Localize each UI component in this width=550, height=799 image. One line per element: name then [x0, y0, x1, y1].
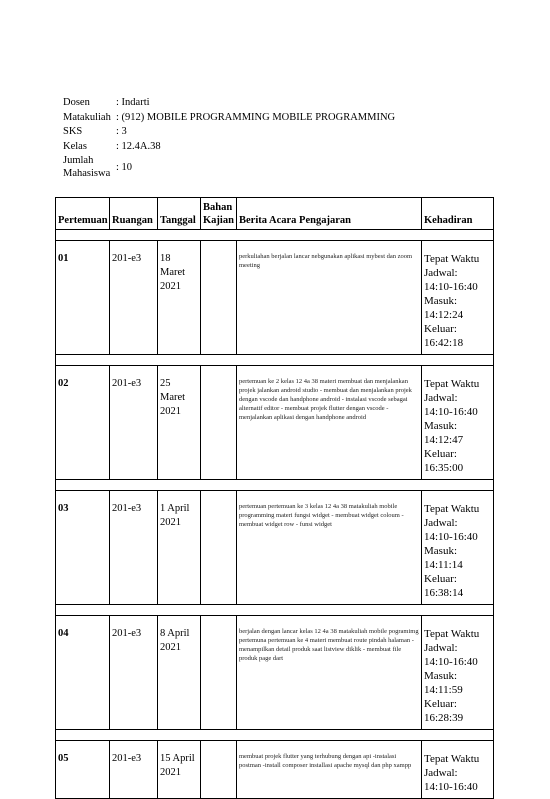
- masuk-label: Masuk:: [424, 545, 457, 557]
- cell-tanggal: 1 April 2021: [158, 491, 201, 605]
- cell-ruangan: 201-e3: [110, 366, 158, 480]
- cell-bahan-kajian: [201, 616, 237, 730]
- column-header: Bahan Kajian: [201, 198, 237, 230]
- jadwal-value: 14:10-16:40: [424, 406, 478, 418]
- cell-ruangan: 201-e3: [110, 616, 158, 730]
- status-text: Tepat Waktu: [424, 503, 480, 515]
- info-label: Kelas: [63, 140, 87, 152]
- keluar-label: Keluar:: [424, 323, 457, 335]
- column-header: Ruangan: [110, 198, 158, 230]
- column-header: Berita Acara Pengajaran: [237, 198, 422, 230]
- column-header: Kehadiran: [422, 198, 494, 230]
- cell-bahan-kajian: [201, 241, 237, 355]
- info-row-sks: [63, 125, 395, 140]
- info-value: : 3: [116, 126, 127, 137]
- jadwal-value: 14:10-16:40: [424, 656, 478, 668]
- attendance-table: [55, 197, 494, 799]
- status-text: Tepat Waktu: [424, 378, 480, 390]
- row-separator: [56, 355, 494, 366]
- info-label: Jumlah Mahasiswa: [63, 155, 111, 179]
- cell-ruangan: 201-e3: [110, 741, 158, 799]
- jadwal-value: 14:10-16:40: [424, 781, 478, 793]
- row-separator: [56, 605, 494, 616]
- cell-ruangan: 201-e3: [110, 241, 158, 355]
- cell-pertemuan: 02: [56, 366, 110, 480]
- table-row: [56, 366, 494, 480]
- info-value: : Indarti: [116, 97, 150, 108]
- column-header: Tanggal: [158, 198, 201, 230]
- cell-bahan-kajian: [201, 491, 237, 605]
- cell-pertemuan: 04: [56, 616, 110, 730]
- info-row-kelas: [63, 140, 395, 155]
- row-separator: [56, 230, 494, 241]
- masuk-value: 14:12:47: [424, 434, 464, 446]
- keluar-label: Keluar:: [424, 573, 457, 585]
- cell-berita-acara: pertemuan ke 2 kelas 12 4a 38 materi membuat dan menjalankan projek jalankan android studio - membuat dan menjalankan projek dengan vscode dan handphone android - instalasi vscode sebagai alternatif editor - membuat projek flutter dengan vscode - menjalankan aplikasi dengan handphone android: [237, 366, 422, 480]
- cell-berita-acara: pertemuan pertemuan ke 3 kelas 12 4a 38 matakuliah mobile programming materi fungsi widget - membuat widget coloum - membuat widget row - funsi widget: [237, 491, 422, 605]
- cell-pertemuan: 03: [56, 491, 110, 605]
- keluar-value: 16:35:00: [424, 462, 464, 474]
- info-label: Dosen: [63, 97, 90, 108]
- jadwal-label: Jadwal:: [424, 642, 458, 654]
- cell-tanggal: 25 Maret 2021: [158, 366, 201, 480]
- masuk-label: Masuk:: [424, 295, 457, 307]
- info-label: Matakuliah: [63, 111, 111, 123]
- cell-kehadiran: [422, 366, 494, 480]
- masuk-label: Masuk:: [424, 670, 457, 682]
- course-info: [63, 96, 395, 180]
- status-text: Tepat Waktu: [424, 753, 480, 765]
- masuk-value: 14:12:24: [424, 309, 464, 321]
- keluar-label: Keluar:: [424, 698, 457, 710]
- status-text: Tepat Waktu: [424, 253, 480, 265]
- cell-bahan-kajian: [201, 741, 237, 799]
- cell-pertemuan: 01: [56, 241, 110, 355]
- masuk-value: 14:11:14: [424, 559, 463, 571]
- column-header: Pertemuan: [56, 198, 110, 230]
- info-value: : (912) MOBILE PROGRAMMING MOBILE PROGRAMMING: [116, 111, 396, 123]
- cell-berita-acara: berjalan dengan lancar kelas 12 4a 38 matakuliah mobile pogramimg pertemuna pertemuan ke 4 materi membuat route pindah halaman - menampilkan detail produk saat listview diklik - membuat file produk page dart: [237, 616, 422, 730]
- table-row: [56, 241, 494, 355]
- cell-kehadiran: [422, 616, 494, 730]
- cell-tanggal: 15 April 2021: [158, 741, 201, 799]
- info-value: : 12.4A.38: [116, 140, 161, 152]
- cell-berita-acara: membuat projek flutter yang terhubung dengan api -instalasi postman -install composer installasi apache mysql dan php xampp: [237, 741, 422, 799]
- masuk-label: Masuk:: [424, 420, 457, 432]
- jadwal-label: Jadwal:: [424, 767, 458, 779]
- table-row: [56, 616, 494, 730]
- info-row-jumlah-mahasiswa: [63, 154, 395, 180]
- cell-berita-acara: perkuliahan berjalan lancar nebgunakan aplikasi mybest dan zoom meeting: [237, 241, 422, 355]
- row-separator: [56, 730, 494, 741]
- jadwal-label: Jadwal:: [424, 267, 458, 279]
- info-row-dosen: [63, 96, 395, 111]
- info-label: SKS: [63, 126, 83, 137]
- jadwal-label: Jadwal:: [424, 392, 458, 404]
- keluar-label: Keluar:: [424, 448, 457, 460]
- info-row-matakuliah: [63, 111, 395, 126]
- cell-bahan-kajian: [201, 366, 237, 480]
- jadwal-value: 14:10-16:40: [424, 281, 478, 293]
- table-row: [56, 741, 494, 799]
- cell-kehadiran: [422, 491, 494, 605]
- keluar-value: 16:28:39: [424, 712, 464, 724]
- masuk-value: 14:11:59: [424, 684, 463, 696]
- cell-pertemuan: 05: [56, 741, 110, 799]
- status-text: Tepat Waktu: [424, 628, 480, 640]
- table-row: [56, 491, 494, 605]
- cell-tanggal: 18 Maret 2021: [158, 241, 201, 355]
- jadwal-value: 14:10-16:40: [424, 531, 478, 543]
- keluar-value: 16:42:18: [424, 337, 464, 349]
- keluar-value: 16:38:14: [424, 587, 464, 599]
- row-separator: [56, 480, 494, 491]
- cell-ruangan: 201-e3: [110, 491, 158, 605]
- cell-tanggal: 8 April 2021: [158, 616, 201, 730]
- jadwal-label: Jadwal:: [424, 517, 458, 529]
- table-header-row: [56, 198, 494, 230]
- cell-kehadiran: [422, 241, 494, 355]
- info-value: : 10: [116, 162, 133, 173]
- cell-kehadiran: [422, 741, 494, 799]
